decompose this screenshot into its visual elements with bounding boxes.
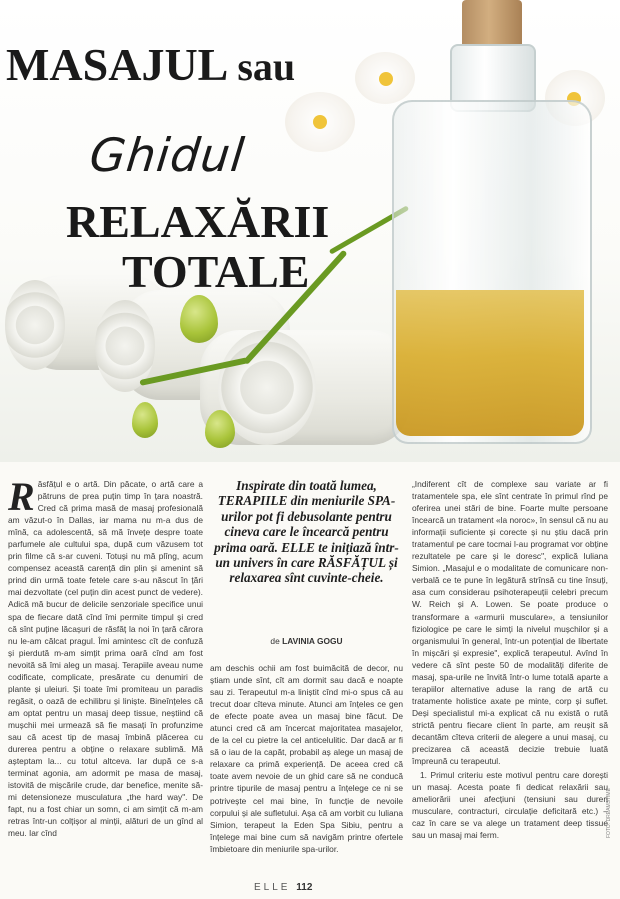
headline-conjunction: sau	[237, 44, 296, 89]
byline-author: LAVINIA GOGU	[282, 636, 343, 646]
towel-roll-end	[5, 280, 65, 370]
article-deck: Inspirate din toată lumea, TERAPIILE din meniurile SPA-urilor pot fi debusolante pentru cineva care le încearcă pentru prima oară. ELLE te inițiază într-un univers în care RĂSFĂȚUL și relaxarea sînt cuvinte-cheie.	[214, 478, 399, 586]
massage-oil	[396, 290, 584, 436]
byline-prefix: de	[270, 636, 280, 646]
magazine-name: ELLE	[254, 882, 291, 893]
headline-main-word: MASAJUL	[6, 39, 226, 90]
article-column-1	[8, 474, 203, 839]
page-number: 112	[296, 882, 313, 893]
column-1-text: ăsfățul e o artă. Din păcate, o artă care a pătruns de prea puțin timp în țara noastră. Cred că prima masă de masaj profesională am văzut-o în Dallas, iar mama nu m-a dus de mînă, ca adolescentă, să mă învețe despre toate parfumele ale cultului spa, după cum văzusem tot prin filme că s-ar cuveni. Totuși nu mă plîng, acum compensez această carență din plin și amenint să prind din urmă toate fetele care s-au născut în țări mai dezvoltate (cel puțin din acest punct de vedere). Adică mă bucur de delicile senzoriale specifice unui spa de fiecare dată cînd îmi permite timpul și cred că sînt puține lăcașuri de răsfăț la noi în țară cărora nu le-am călcat pragul. Îmi amintesc cît de confuză și pierdută m-am simțit prima oară cînd am fost nevoită să îmi aleg un masaj. Terapiile aveau nume codificate, complicate, presărate cu denumiri de plante și uleiuri. Și toate îmi promiteau un paradis regăsit, o oază de echilibru și liniște. Bineînțeles că am optat pentru un masaj deep tissue, neștiind că mușchii mei urmează să fie masați în profunzime sau că acest tip de masaj îmbină plăcerea cu durerea pentru a obține o relaxare sublimă. Mă așteptam la... cu totul altceva. Iar după ce s-a terminat agonia, am adormit pe masa de masaj, istovită de mișcările crude, dar benefice, menite să-mi detensioneze musculatura „the hard way". De fapt, nu a fost chiar un somn, ci am simțit că m-am retras într-un colțișor al minții, alături de un gînd al meu. Iar cînd	[8, 479, 203, 839]
column-3-text: „Indiferent cît de complexe sau variate ar fi tratamentele spa, ele sînt centrate în primul rînd pe oferirea unei stări de bine. Foarte multe persoane încearcă un tratament «la noroc», în sensul că nu au informații suficiente și corecte și nu știu dacă prin tratamentul pe care tocmai l-au programat vor obține rezultatele pe care și le doresc", explică Iuliana Simion. „Masajul e o modalitate de comunicare non-verbală ce te pune în legătură strînsă cu tine însuți, asa cum considerau psihoterapeuții celebri precum W. Reich și A. Lowen. Se poate produce o transformare a «armurii musculare», a tensiunilor fiziologice pe care le simți la nivelul mușchilor și a organismului în general, într-un potențial de libertate în mișcări și expresie", explică terapeutul. Avînd în vedere că sînt peste 50 de modalități diferite de masaj, spa-urile ne învită într-o lume totală aparte a terapiilor alternative aduse la rang de artă cu tratamente holistice axate pe minte, corp și suflet. Deși specialistul mi-a explicat că nu există o rută strictă pentru fiecare client în parte, am reușit să decantăm cîteva criterii de alegere a unui masaj, cu precizarea că această decizie trebuie luată împreună cu terapeutul.	[412, 479, 608, 767]
byline	[210, 636, 403, 646]
orchid-bud	[205, 410, 235, 448]
headline-line-2: Ghidul	[87, 128, 248, 182]
headline-line-3: RELAXĂRII	[66, 196, 330, 247]
criteria-list-item: 1. Primul criteriu este motivul pentru care dorești un masaj. Acesta poate fi dedicat relaxării sau ameliorării unei afecțiuni (tensiuni sau dureri musculare, contracturi, circulație deficitară etc.) – caz în care se va alege un tratament deep tissue sau un masaj mai ferm.	[412, 770, 608, 841]
article-column-2	[210, 662, 403, 855]
photo-credit: FOTO: DREAMSTIME	[606, 788, 612, 838]
column-2-text: am deschis ochii am fost buimăcită de decor, nu știam unde sînt, cît am dormit sau dacă e noapte sau zi. Terapeutul m-a liniștit cînd mi-o spus că au trecut doar cîteva minute. Atunci am înțeles ce gen de efecte poate avea un masaj bine făcut. De atunci cred că am încercat majoritatea masajelor, de la cel cu pietre la cel anticelulitic. Dar dacă ar fi să o iau de la capăt, probabil aș alege un masaj de relaxare ca primă experiență. De aceea cred că toate avem nevoie de un ghid care să ne conducă printre tipurile de masaj pentru a înțelege ce ni se potrivește cel mai bine, în funcție de nevoile corpului și ale sufletului. Așa că am vorbit cu Iuliana Simion, terapeut la Eden Spa Sibiu, pentru a înțelege mai bine cum să navigăm printre ofertele îmbietoare din meniurile spa-urilor.	[210, 663, 403, 854]
orchid-center	[313, 115, 327, 129]
page-folio	[254, 882, 312, 893]
article-column-3	[412, 478, 608, 841]
orchid-center	[379, 72, 393, 86]
drop-cap: R	[8, 474, 35, 519]
orchid-bud	[132, 402, 158, 438]
headline-line-1	[6, 38, 295, 91]
headline-line-4: TOTALE	[122, 246, 310, 297]
